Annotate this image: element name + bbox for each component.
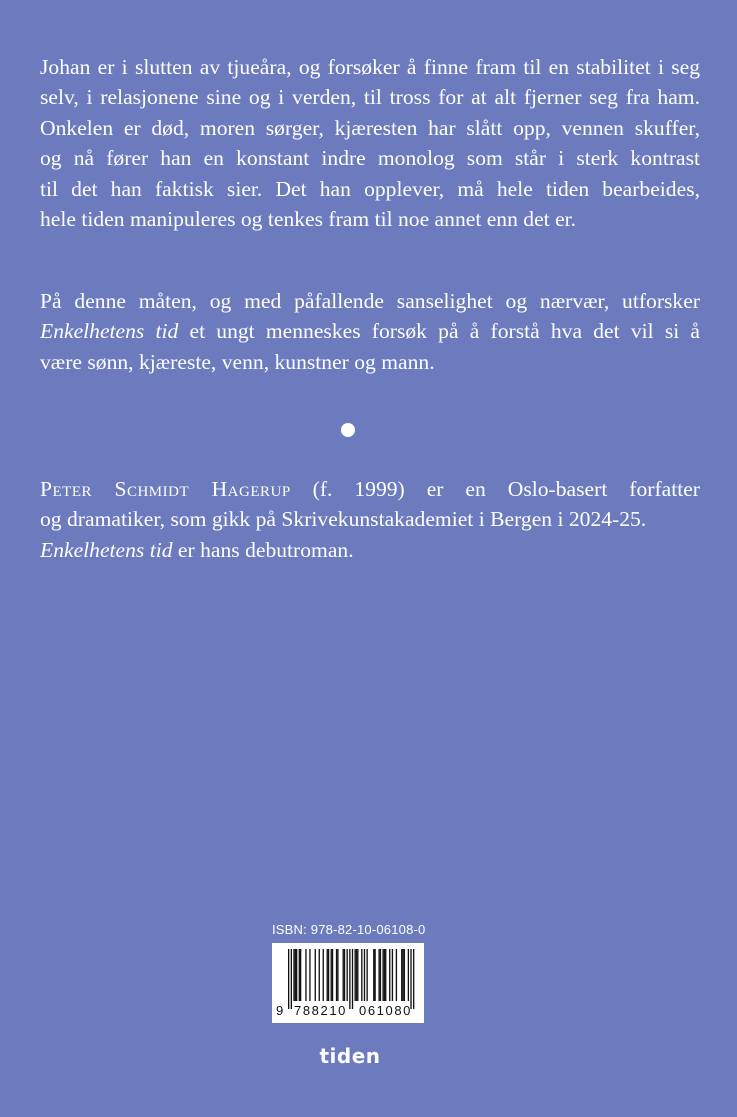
isbn-label: ISBN: 978-82-10-06108-0: [272, 922, 426, 937]
barcode-bar: [404, 949, 405, 1001]
barcode-digits-left: 788210: [294, 1003, 347, 1018]
barcode-bar: [315, 949, 316, 1001]
barcode-bar: [299, 949, 300, 1001]
author-bio: [40, 474, 700, 565]
blurb-paragraph-2: [40, 286, 700, 377]
author-name: Peter Schmidt Hagerup: [40, 477, 291, 501]
barcode-bar: [396, 949, 397, 1001]
barcode-bar: [347, 949, 348, 1001]
blurb-line: Johan er i slutten av tjueåra, og forsøker å finne fram til en stabilitet i seg: [40, 55, 700, 79]
barcode-bar: [364, 949, 365, 1001]
book-title: Enkelhetens tid: [40, 537, 173, 562]
barcode-bar: [327, 949, 328, 1001]
blurb-line: hele tiden manipuleres og tenkes fram til noe annet enn det er.: [40, 207, 577, 232]
book-title: Enkelhetens tid: [40, 319, 179, 344]
barcode-bar: [401, 949, 402, 1001]
barcode-bar: [344, 949, 345, 1001]
barcode-bar: [374, 949, 375, 1001]
barcode-digits-right: 061080: [359, 1003, 412, 1018]
blurb-line: selv, i relasjonene sine og i verden, til tross for at alt fjerner seg fra ham.: [40, 85, 700, 110]
barcode-bar: [357, 949, 358, 1001]
barcode-bar: [293, 949, 294, 1001]
barcode-bar: [392, 949, 393, 1001]
barcode-bar: [336, 949, 337, 1001]
barcode-bar: [352, 949, 353, 1009]
bio-line: og dramatiker, som gikk på Skrivekunstakademiet i Bergen i 2024-25.: [40, 507, 647, 532]
bio-line: [40, 535, 700, 565]
blurb-line: være sønn, kjæreste, venn, kunstner og mann.: [40, 349, 435, 374]
barcode-bar: [305, 949, 306, 1001]
blurb-line: [40, 316, 700, 346]
barcode-bar: [300, 949, 301, 1001]
barcode-bar: [331, 949, 332, 1001]
barcode: [272, 943, 424, 1023]
barcode-bar: [332, 949, 333, 1001]
barcode-bar: [366, 949, 367, 1001]
barcode-bar: [337, 949, 338, 1001]
barcode-bar: [378, 949, 379, 1001]
blurb-line: til det han faktisk sier. Det han opplever, må hele tiden bearbeides,: [40, 176, 700, 201]
blurb-line: På denne måten, og med påfallende sanselighet og nærvær, utforsker: [40, 289, 700, 313]
barcode-bar: [323, 949, 324, 1001]
barcode-bar: [408, 949, 409, 1001]
barcode-bar: [384, 949, 385, 1001]
blurb-text: et ungt menneskes forsøk på å forstå hva det vil si å: [178, 319, 700, 344]
blurb-paragraph-1: [40, 52, 700, 234]
blurb-line: Onkelen er død, moren sørger, kjæresten har slått opp, vennen skuffer,: [40, 115, 700, 140]
barcode-bar: [385, 949, 386, 1001]
barcode-bar: [382, 949, 383, 1001]
bio-text: er hans debutroman.: [172, 537, 354, 562]
barcode-bar: [380, 949, 381, 1001]
barcode-bar: [410, 949, 411, 1009]
barcode-bar: [319, 949, 320, 1001]
barcode-bar: [295, 949, 296, 1001]
bio-text: (f. 1999) er en Oslo-basert forfatter: [290, 477, 700, 501]
publisher-logo: tiden: [319, 1044, 381, 1068]
barcode-bar: [291, 949, 292, 1009]
barcode-bar: [328, 949, 329, 1001]
barcode-bar: [402, 949, 403, 1001]
barcode-bar: [288, 949, 289, 1009]
blurb-line: og nå fører han en konstant indre monolog som står i sterk kontrast: [40, 146, 700, 171]
barcode-bar: [356, 949, 357, 1001]
barcode-bar: [349, 949, 350, 1009]
barcode-bar: [361, 949, 362, 1001]
barcode-bar: [343, 949, 344, 1001]
barcode-bar: [373, 949, 374, 1001]
barcode-digit-first: 9: [276, 1003, 284, 1018]
barcode-bar: [389, 949, 390, 1001]
barcode-bar: [355, 949, 356, 1001]
barcode-bar: [413, 949, 414, 1009]
barcode-bar: [309, 949, 310, 1001]
bio-line: [40, 474, 700, 504]
barcode-bar: [296, 949, 297, 1001]
separator-dot: [341, 423, 355, 437]
barcode-digits: [272, 1003, 424, 1021]
